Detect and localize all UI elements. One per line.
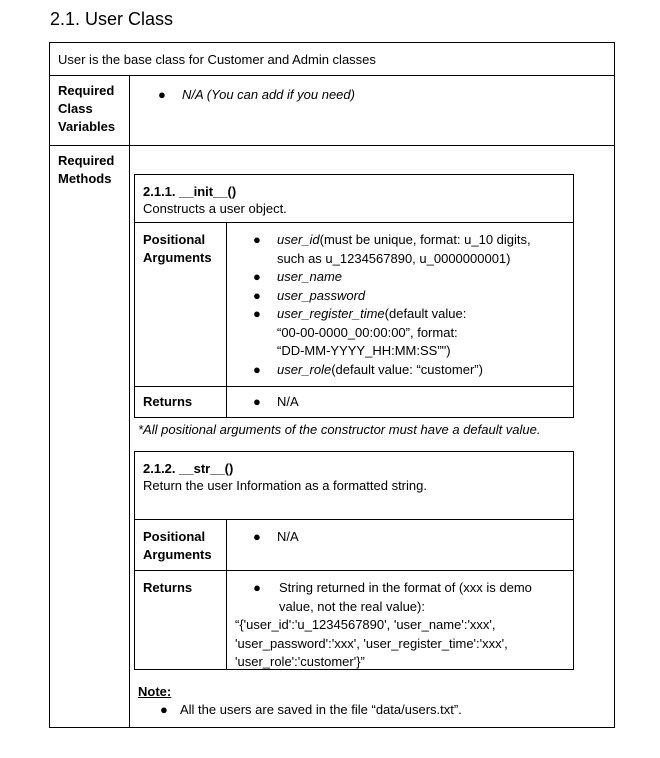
init-header: 2.1.1. __init__() Constructs a user object. [135, 175, 573, 223]
list-item: ● N/A [253, 529, 299, 544]
init-arguments-row [135, 223, 573, 387]
class-variables-row [50, 76, 614, 146]
returns-label: Returns [135, 571, 227, 669]
list-item: ● user_role(default value: “customer”) [253, 361, 483, 377]
str-arguments-value [227, 520, 573, 570]
methods-row [50, 146, 614, 727]
list-item: ● user_id(must be unique, format: u_10 digits, such as u_1234567890, u_0000000001) [253, 232, 531, 266]
class-variables-content [130, 76, 614, 145]
list-item: ● user_register_time(default value: “00-00-0000_00:00:00”, format: “DD-MM-YYYY_HH:MM:SS”") [253, 306, 467, 358]
init-returns-value [227, 387, 573, 417]
methods-content [130, 146, 614, 727]
str-returns-row [135, 571, 573, 669]
note-heading: Note: [138, 684, 172, 699]
list-item: ● N/A (You can add if you need) [158, 87, 355, 102]
positional-arguments-label: Positional Arguments [135, 520, 227, 570]
positional-arguments-label: Positional Arguments [135, 223, 227, 386]
list-item: ● user_name [253, 269, 343, 284]
list-item: ● String returned in the format of (xxx is demo value, not the real value): [253, 580, 532, 614]
intro-text: User is the base class for Customer and Admin classes [50, 43, 614, 76]
returns-label: Returns [135, 387, 227, 417]
section-title: 2.1. User Class [50, 9, 174, 29]
init-method-table [134, 174, 574, 418]
str-arguments-row [135, 520, 573, 571]
list-item: ● user_password [253, 287, 366, 303]
list-item: ● All the users are saved in the file “data/users.txt”. [160, 702, 462, 717]
str-header: 2.1.2. __str__() Return the user Information as a formatted string. [135, 452, 573, 520]
methods-label: Required Methods [50, 146, 130, 727]
return-format-string: “{'user_id':'u_1234567890', 'user_name':'xxx', 'user_password':'xxx', 'user_register_time':'xxx', 'user_role':'customer'}” [235, 617, 508, 669]
list-item: ● N/A [253, 394, 299, 409]
init-returns-row [135, 387, 573, 417]
str-returns-value [227, 571, 573, 669]
str-method-table [134, 451, 574, 670]
user-class-table [49, 42, 615, 728]
init-footnote: *All positional arguments of the constructor must have a default value. [138, 422, 541, 437]
note-section [130, 684, 614, 719]
class-variables-label: Required Class Variables [50, 76, 130, 145]
init-arguments-list [227, 223, 573, 386]
